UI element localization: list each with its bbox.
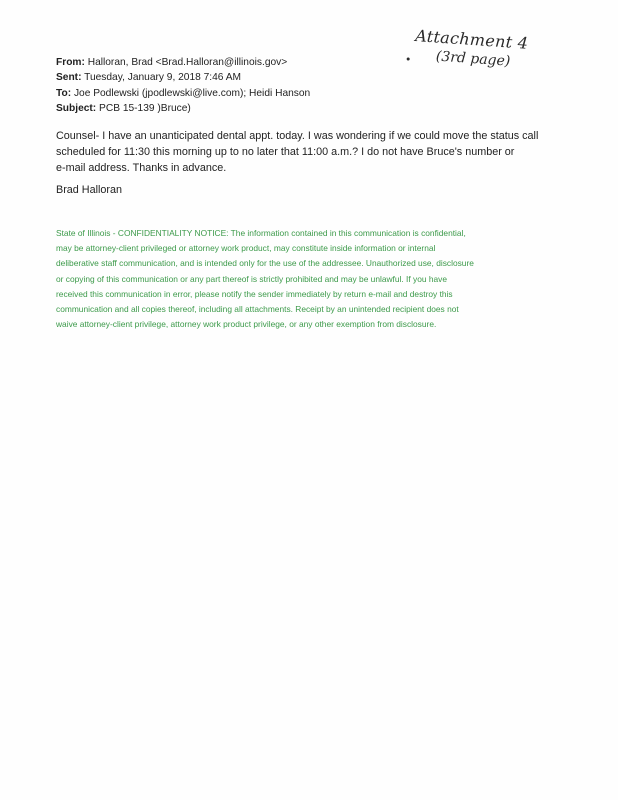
annotation-line-1: Attachment 4 — [414, 26, 529, 53]
subject-value: PCB 15-139 )Bruce) — [99, 103, 191, 115]
to-label: To: — [56, 87, 72, 99]
notice-line: may be attorney-client privileged or attorney work product, may constitute inside information or internal — [56, 243, 436, 254]
subject-row — [56, 101, 310, 116]
notice-line: communication and all copies thereof, including all attachments. Receipt by an unintended recipient does not — [56, 304, 459, 315]
notice-line: received this communication in error, please notify the sender immediately by return e-mail and destroy this — [56, 288, 453, 299]
email-header — [56, 55, 310, 117]
annotation-line-2: (3rd page) — [435, 48, 511, 70]
sent-label: Sent: — [56, 72, 82, 84]
handwritten-annotation — [413, 26, 528, 71]
body-line: scheduled for 11:30 this morning up to no later that 11:00 a.m.? I do not have Bruce's number or — [56, 146, 515, 159]
from-value: Halloran, Brad <Brad.Halloran@illinois.gov> — [87, 57, 288, 68]
sent-row — [56, 70, 310, 85]
to-value: Joe Podlewski (jpodlewski@live.com); Heidi Hanson — [73, 87, 311, 99]
notice-line: or copying of this communication or any part thereof is strictly prohibited and may be unlawful. If you have — [56, 273, 448, 284]
from-row — [56, 55, 310, 70]
notice-line: deliberative staff communication, and is intended only for the use of the addressee. Unauthorized use, disclosure — [56, 258, 474, 269]
body-line: Counsel- I have an unanticipated dental appt. today. I was wondering if we could move the status call — [56, 130, 539, 142]
confidentiality-notice — [56, 226, 566, 332]
ink-dot — [407, 57, 410, 60]
from-label: From: — [56, 57, 85, 68]
subject-label: Subject: — [56, 103, 97, 115]
to-row — [56, 86, 310, 101]
notice-line: State of Illinois - CONFIDENTIALITY NOTICE: The information contained in this communication is confidential, — [56, 228, 466, 238]
body-line: e-mail address. Thanks in advance. — [56, 162, 227, 175]
notice-line: waive attorney-client privilege, attorney work product privilege, or any other exemption from disclosure. — [56, 319, 437, 330]
email-body — [56, 128, 556, 177]
signature: Brad Halloran — [56, 184, 123, 196]
sent-value: Tuesday, January 9, 2018 7:46 AM — [84, 72, 241, 84]
